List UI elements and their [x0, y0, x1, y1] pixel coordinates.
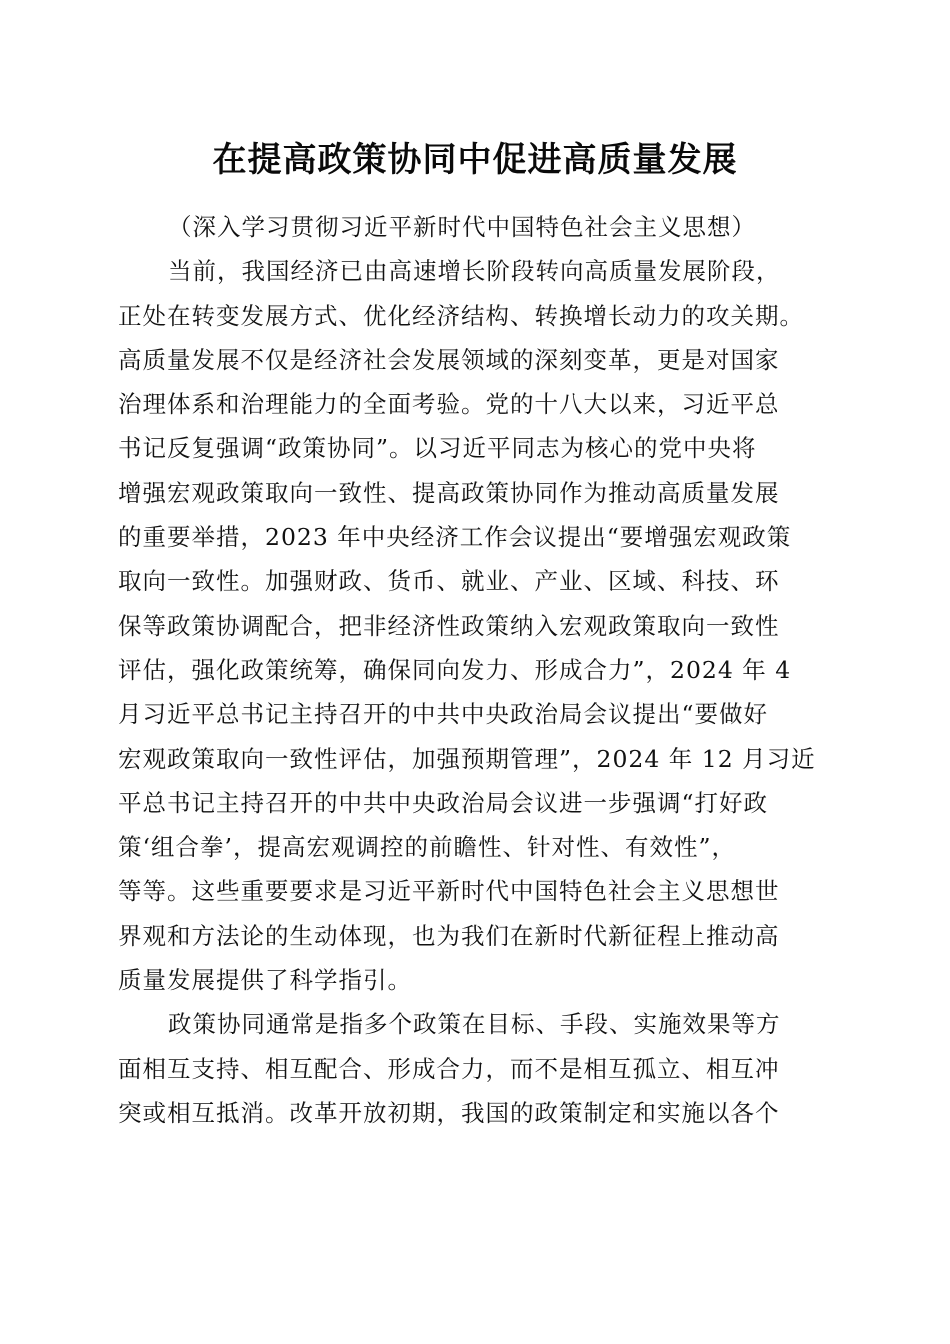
paragraph-line: 等等。这些重要要求是习近平新时代中国特色社会主义思想世: [118, 877, 780, 906]
paragraph-line: 面相互支持、相互配合、形成合力，而不是相互孤立、相互冲: [118, 1054, 780, 1083]
paragraph-1: [118, 249, 836, 1002]
paragraph-line: 取向一致性。加强财政、货币、就业、产业、区域、科技、环: [118, 567, 780, 596]
paragraph-line: 评估，强化政策统筹，确保同向发力、形成合力”，2024 年 4: [118, 655, 792, 684]
paragraph-line: 突或相互抵消。改革开放初期，我国的政策制定和实施以各个: [118, 1098, 780, 1127]
paragraph-line: 策‘组合拳’，提高宏观调控的前瞻性、针对性、有效性”，: [118, 833, 736, 862]
paragraph-line: 正处在转变发展方式、优化经济结构、转换增长动力的攻关期。: [118, 301, 804, 330]
document-body: [118, 205, 836, 1135]
paragraph-line: 政策协同通常是指多个政策在目标、手段、实施效果等方: [168, 1010, 781, 1039]
paragraph-line: 界观和方法论的生动体现，也为我们在新时代新征程上推动高: [118, 921, 780, 950]
paragraph-line: 治理体系和治理能力的全面考验。党的十八大以来，习近平总: [118, 390, 780, 419]
paragraph-line: 的重要举措，2023 年中央经济工作会议提出“要增强宏观政策: [118, 523, 792, 552]
paragraph-line: 宏观政策取向一致性评估，加强预期管理”，2024 年 12 月习近: [118, 744, 816, 773]
paragraph-line: 月习近平总书记主持召开的中共中央政治局会议提出“要做好: [118, 700, 769, 729]
paragraph-line: 平总书记主持召开的中共中央政治局会议进一步强调“打好政: [118, 788, 769, 817]
paragraph-2: [118, 1002, 836, 1135]
document-title: 在提高政策协同中促进高质量发展: [212, 140, 738, 180]
paragraph-line: 质量发展提供了科学指引。: [118, 966, 412, 995]
paragraph-line: 书记反复强调“政策协同”。以习近平同志为核心的党中央将: [118, 434, 757, 463]
document-subtitle: （深入学习贯彻习近平新时代中国特色社会主义思想）: [168, 213, 756, 241]
paragraph-line: 高质量发展不仅是经济社会发展领域的深刻变革，更是对国家: [118, 345, 780, 374]
paragraph-line: 增强宏观政策取向一致性、提高政策协同作为推动高质量发展: [118, 478, 780, 507]
paragraph-line: 保等政策协调配合，把非经济性政策纳入宏观政策取向一致性: [118, 611, 780, 640]
paragraph-line: 当前，我国经济已由高速增长阶段转向高质量发展阶段，: [168, 257, 781, 286]
